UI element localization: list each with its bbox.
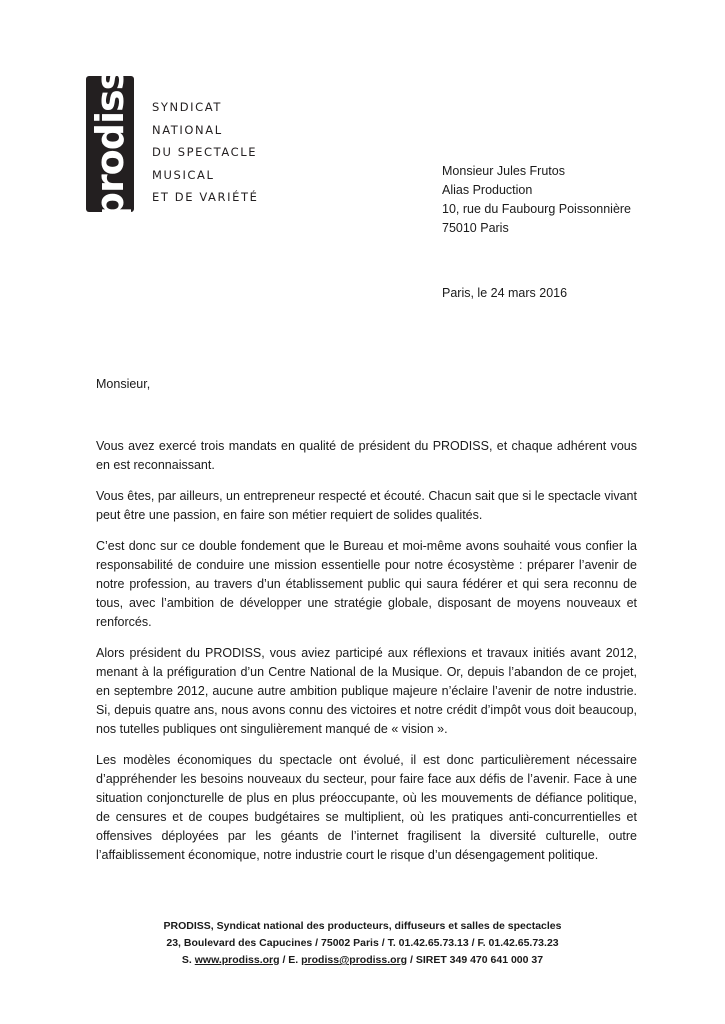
- salutation: Monsieur,: [96, 377, 151, 391]
- footer-org-line: PRODISS, Syndicat national des producteurs, diffuseurs et salles de spectacles: [163, 920, 562, 932]
- footer: [60, 918, 665, 969]
- letter-body: [96, 437, 637, 877]
- paragraph: Vous avez exercé trois mandats en qualité de président du PRODISS, et chaque adhérent vous en est reconnaissant.: [96, 439, 637, 472]
- paragraph: Vous êtes, par ailleurs, un entrepreneur respecté et écouté. Chacun sait que si le spectacle vivant peut être une passion, en faire son métier requiert de solides qualités.: [96, 489, 637, 522]
- recipient-company: Alias Production: [442, 183, 533, 197]
- letter-date: Paris, le 24 mars 2016: [442, 286, 568, 300]
- prodiss-logo: [86, 68, 134, 220]
- syndicat-line: NATIONAL: [152, 122, 223, 137]
- email-link[interactable]: prodiss@prodiss.org: [301, 954, 408, 966]
- syndicat-line: DU SPECTACLE: [152, 145, 258, 159]
- recipient-name: Monsieur Jules Frutos: [442, 164, 565, 178]
- recipient-street: 10, rue du Faubourg Poissonnière: [442, 202, 632, 216]
- paragraph: C’est donc sur ce double fondement que le Bureau et moi-même avons souhaité vous confier la responsabilité de conduire une mission essentielle pour notre écosystème : préparer l’avenir de notre profession, au travers d’un établissement public qui saura fédérer et qui sera reconnu de tous, avec l’ambition de développer une stratégie globale, disposant de moyens nouveaux et renforcés.: [96, 539, 637, 629]
- logo-brand-text: prodiss: [88, 68, 132, 220]
- footer-siret: / SIRET 349 470 641 000 37: [409, 954, 544, 966]
- syndicat-line: ET DE VARIÉTÉ: [152, 190, 259, 204]
- footer-site-prefix: S.: [181, 954, 192, 966]
- syndicat-line: SYNDICAT: [152, 100, 223, 114]
- syndicat-name: [152, 96, 258, 209]
- paragraph: Les modèles économiques du spectacle ont évolué, il est donc particulièrement nécessaire d’appréhender les besoins nouveaux du secteur, pour faire face aux défis de l’avenir. Face à une situation conjoncturelle de plus en plus préoccupante, où les mouvements de défiance politique, de censures et de coupes budgétaires se multiplient, où les pratiques anti-concurrentielles et offensives déployées par les géants de l’internet fragilisent la diversité culturelle, outre l’affaiblissement économique, notre industrie court le risque d’un désengagement politique.: [96, 753, 637, 862]
- footer-contact-line: [60, 952, 665, 969]
- recipient-city: 75010 Paris: [442, 221, 509, 235]
- footer-email-prefix: / E.: [282, 954, 299, 966]
- footer-address-line: 23, Boulevard des Capucines / 75002 Paris / T. 01.42.65.73.13 / F. 01.42.65.73.23: [166, 937, 559, 949]
- recipient-address: [442, 162, 631, 238]
- website-link[interactable]: www.prodiss.org: [194, 954, 280, 966]
- syndicat-line: MUSICAL: [152, 167, 215, 182]
- paragraph: Alors président du PRODISS, vous aviez participé aux réflexions et travaux initiés avant 2012, menant à la préfiguration d’un Centre National de la Musique. Or, depuis l’abandon de ce projet, en septembre 2012, aucune autre ambition publique majeure n’éclaire l’avenir de notre industrie. Si, depuis quatre ans, nous avons connu des victoires et notre crédit d’impôt vous doit beaucoup, nos tutelles publiques ont singulièrement manqué de « vision ».: [96, 646, 637, 736]
